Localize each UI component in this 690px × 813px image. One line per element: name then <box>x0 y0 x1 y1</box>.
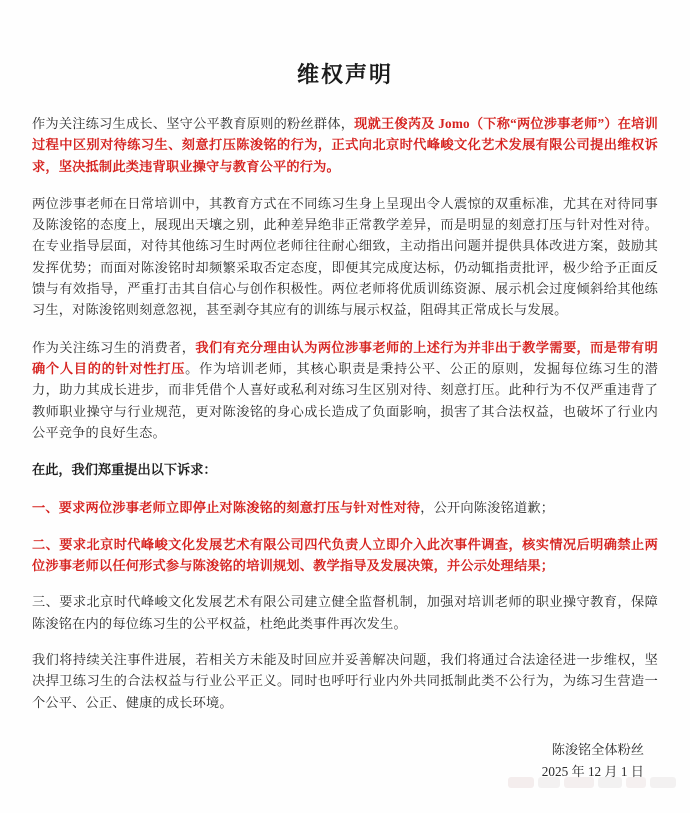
paragraph-1 <box>32 113 658 177</box>
page-title: 维权声明 <box>296 62 393 87</box>
demand-item-3 <box>32 591 658 634</box>
demand-1-marker: 一、 <box>32 500 59 516</box>
demand-3-plain: 要求北京时代峰峻文化发展艺术有限公司建立健全监督机制，加强对培训老师的职业操守教育，保障陈浚铭在内的每位练习生的公平权益，杜绝此类事件再次发生。 <box>32 594 658 631</box>
demand-item-2 <box>32 534 658 577</box>
demand-item-1 <box>32 497 658 518</box>
paragraph-2-segment-plain: 两位涉事老师在日常培训中，其教育方式在不同练习生身上呈现出令人震惊的双重标准，尤其在对待同事及陈浚铭的态度上，展现出天壤之别，此种差异绝非正常教学差异，而是明显的刻意打压与针对性对待。在专业指导层面，对待其他练习生时两位老师往往耐心细致，主动指出问题并提供具体改进方案，鼓励其发挥优势；而面对陈浚铭时却频繁采取否定态度，即便其完成度达标，仍动辄指责批评，极少给予正面反馈与有效指导，严重打击其自信心与创作积极性。两位老师将优质训练资源、展示机会过度倾斜给其他练习生，对陈浚铭则刻意忽视，甚至剥夺其应有的训练与展示权益，阻碍其正常成长与发展。 <box>32 195 658 318</box>
paragraph-3-segment-plain-lead: 作为关注练习生的消费者， <box>32 339 196 355</box>
demand-2-marker: 二、 <box>32 536 60 552</box>
paragraph-3 <box>32 337 658 443</box>
document-body <box>32 95 658 783</box>
signature-block <box>32 739 658 783</box>
demand-2-emphasis: 要求北京时代峰峻文化发展艺术有限公司四代负责人立即介入此次事件调查，核实情况后明确禁止两位涉事老师以任何形式参与陈浚铭的培训规划、教学指导及发展决策，并公示处理结果； <box>32 536 658 574</box>
demands-lead-in: 在此，我们郑重提出以下诉求： <box>32 462 217 478</box>
demand-1-plain: ，公开向陈浚铭道歉； <box>420 500 555 516</box>
signature-date: 2025 年 12 月 1 日 <box>541 763 644 779</box>
demand-1-emphasis: 要求两位涉事老师立即停止对陈浚铭的刻意打压与针对性对待 <box>58 500 421 516</box>
paragraph-3-segment-emphasis: 我们有充分理由认为两位涉事老师的上述行为并非出于教学需要，而是带有明确个人目的的针对性打压 <box>32 339 659 376</box>
paragraph-1-segment-emphasis: 现就王俊芮及 Jomo（下称“两位涉事老师”）在培训过程中区别对待练习生、刻意打压陈浚铭的行为，正式向北京时代峰峻文化艺术发展有限公司提出维权诉求，坚决抵制此类违背职业操守与教育公平的行为。 <box>32 116 658 174</box>
signature-name: 陈浚铭全体粉丝 <box>551 741 644 757</box>
closing-paragraph: 我们将持续关注事件进展，若相关方未能及时回应并妥善解决问题，我们将通过合法途径进一步维权，坚决捍卫练习生的合法权益与行业公平正义。同时也呼吁行业内外共同抵制此类不公行为，为练习生营造一个公平、公正、健康的成长环境。 <box>32 651 658 710</box>
paragraph-2 <box>32 193 658 321</box>
paragraph-1-segment-plain: 作为关注练习生成长、坚守公平教育原则的粉丝群体， <box>32 116 355 131</box>
demand-3-marker: 三、 <box>32 594 60 610</box>
paragraph-3-segment-plain-tail: 。作为培训老师，其核心职责是秉持公平、公正的原则，发掘每位练习生的潜力，助力其成长进步，而非凭借个人喜好或私利对练习生区别对待、刻意打压。此种行为不仅严重违背了教师职业操守与行业规范，更对陈浚铭的身心成长造成了负面影响，损害了其合法权益，也破坏了行业内公平竞争的良好生态。 <box>32 360 658 440</box>
